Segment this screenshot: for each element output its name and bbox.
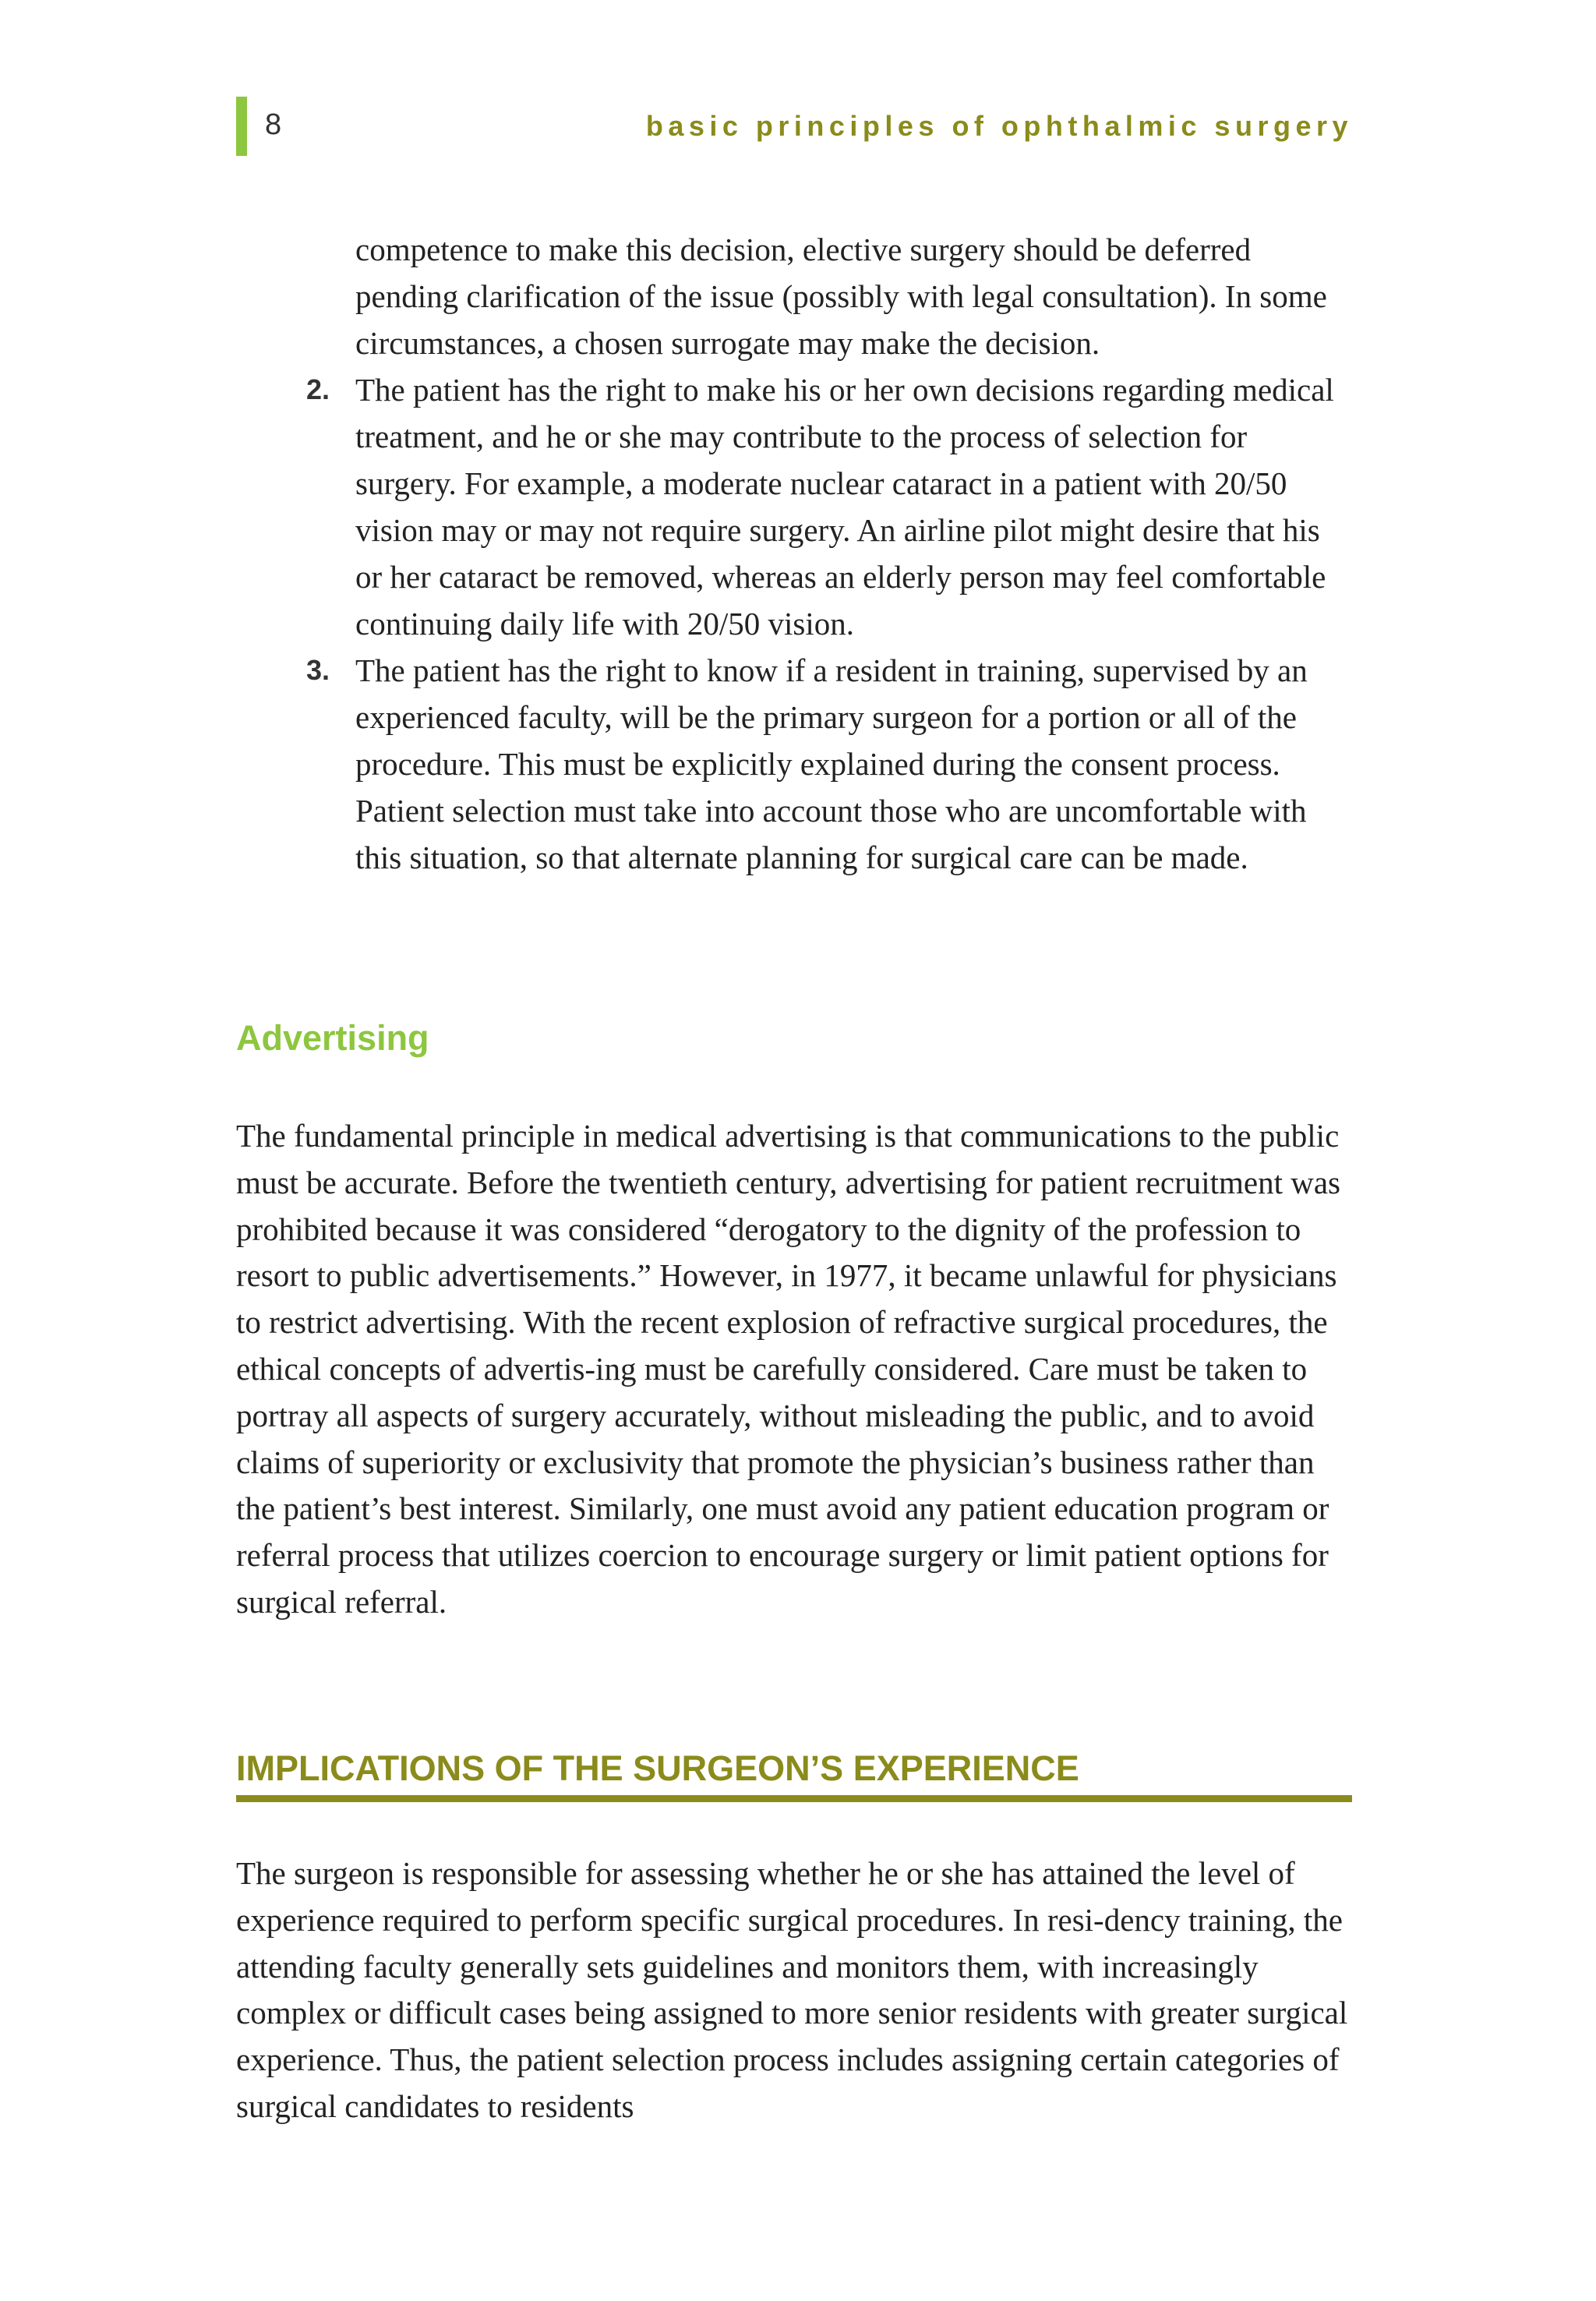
list-item-text: competence to make this decision, elective surgery should be deferred pending clarification of the issue (possibly with legal consultation). In some circumstances, a chosen surrogate may make the decision.	[355, 232, 1327, 361]
page-number: 8	[265, 108, 282, 141]
implications-heading: IMPLICATIONS OF THE SURGEON’S EXPERIENCE	[236, 1745, 1352, 1802]
advertising-paragraph: The fundamental principle in medical advertising is that communications to the public must be accurate. Before the twentieth century, advertising for patient recruitment was prohibited because it was considered “derogatory to the dignity of the profession to resort to public advertisements.” However, in 1977, it became unlawful for physicians to restrict advertising. With the recent explosion of refractive surgical procedures, the ethical concepts of advertis-ing must be carefully considered. Care must be taken to portray all aspects of surgery accurately, without misleading the public, and to avoid claims of superiority or exclusivity that promote the physician’s business rather than the patient’s best interest. Similarly, one must avoid any patient education program or referral process that utilizes coercion to encourage surgery or limit patient options for surgical referral.	[236, 1118, 1340, 1620]
page-marker-bar	[236, 97, 247, 156]
list-item	[236, 647, 1352, 881]
numbered-list	[236, 226, 1352, 881]
list-item-number: 2.	[306, 373, 330, 405]
advertising-heading: Advertising	[236, 1018, 429, 1058]
list-item-number: 3.	[306, 654, 330, 686]
list-item	[236, 366, 1352, 647]
list-item	[236, 226, 1352, 366]
list-item-text: The patient has the right to know if a resident in training, supervised by an experienced faculty, will be the primary surgeon for a portion or all of the procedure. This must be explicitly explained during the consent process. Patient selection must take into account those who are uncomfortable with this situation, so that alternate planning for surgical care can be made.	[355, 652, 1308, 875]
running-head: basic principles of ophthalmic surgery	[645, 110, 1353, 142]
implications-paragraph: The surgeon is responsible for assessing whether he or she has attained the level of experience required to perform specific surgical procedures. In resi-dency training, the attending faculty generally sets guidelines and monitors them, with increasingly complex or difficult cases being assigned to more senior residents with greater surgical experience. Thus, the patient selection process includes assigning certain categories of surgical candidates to residents	[236, 1855, 1348, 2124]
list-item-text: The patient has the right to make his or her own decisions regarding medical treatment, and he or she may contribute to the process of selection for surgery. For example, a moderate nuclear cataract in a patient with 20/50 vision may or may not require surgery. An airline pilot might desire that his or her cataract be removed, whereas an elderly person may feel comfortable continuing daily life with 20/50 vision.	[355, 372, 1334, 642]
